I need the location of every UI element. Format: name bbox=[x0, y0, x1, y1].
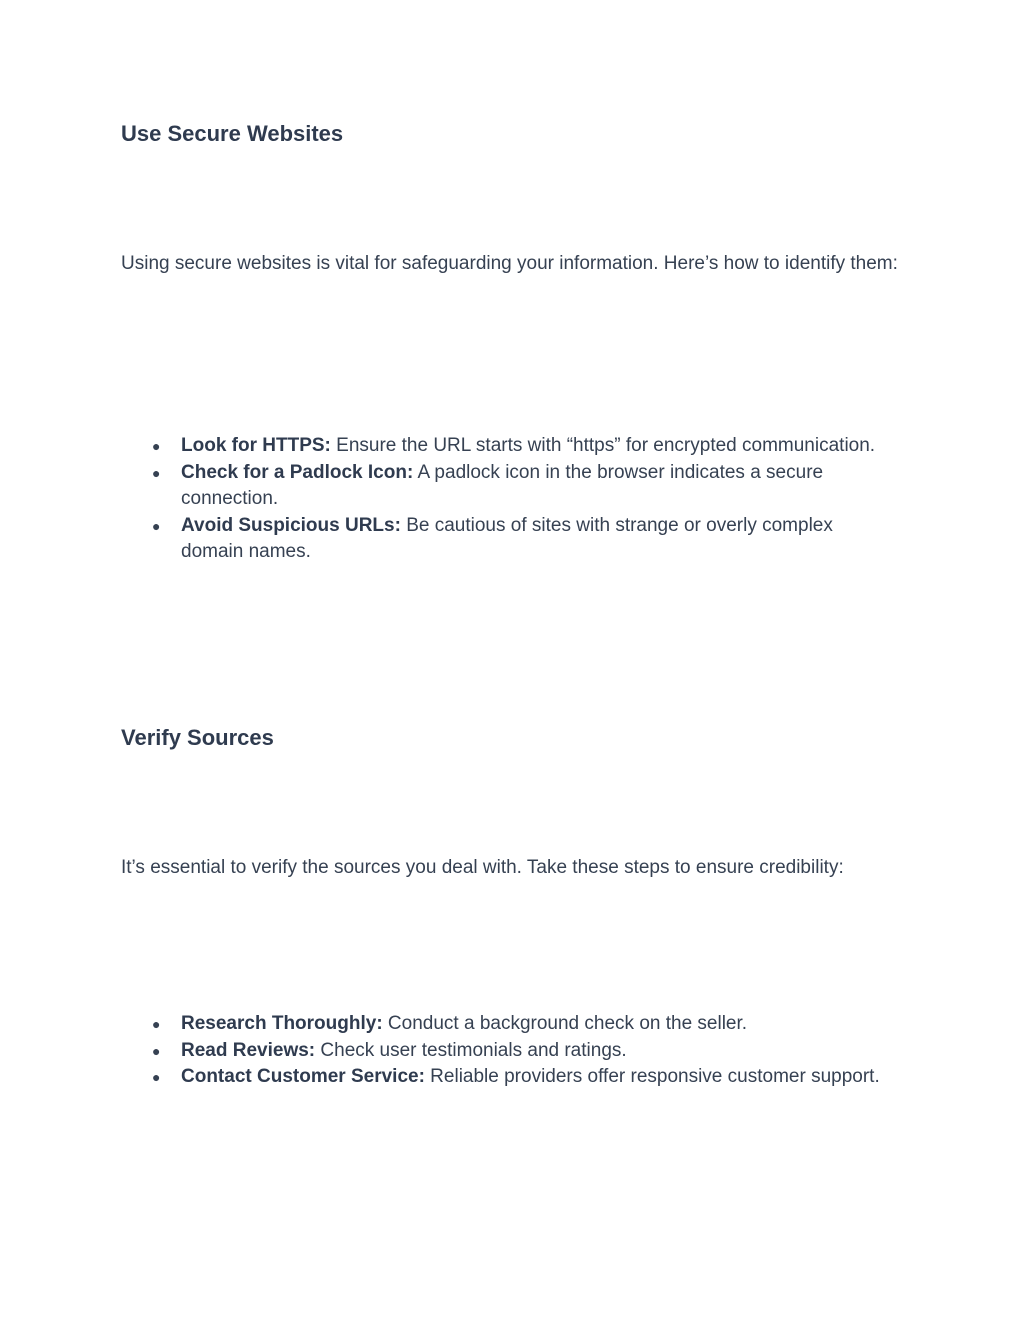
section-heading: Verify Sources bbox=[121, 725, 274, 750]
item-text: Reliable providers offer responsive customer support. bbox=[424, 1066, 880, 1087]
section-heading: Use Secure Websites bbox=[121, 121, 344, 146]
list-item bbox=[0, 513, 881, 566]
bullet-list bbox=[0, 433, 900, 566]
item-label: Check for a Padlock Icon: bbox=[181, 461, 414, 483]
list-item bbox=[0, 460, 881, 513]
item-text: Ensure the URL starts with “https” for encrypted communication. bbox=[330, 435, 876, 456]
section-intro: It’s essential to verify the sources you deal with. Take these steps to ensure credibility: bbox=[121, 857, 844, 878]
item-text: A padlock icon in the browser indicates a secure connection. bbox=[181, 461, 824, 509]
list-item bbox=[0, 433, 881, 460]
list-item bbox=[0, 1064, 881, 1091]
bullet-icon: ● bbox=[152, 517, 161, 534]
item-label: Look for HTTPS: bbox=[181, 435, 331, 456]
bullet-icon: ● bbox=[152, 438, 161, 454]
item-label: Contact Customer Service: bbox=[181, 1066, 425, 1087]
bullet-icon: ● bbox=[152, 1042, 161, 1059]
bullet-list bbox=[0, 1011, 900, 1091]
list-item bbox=[0, 1038, 881, 1065]
item-label: Research Thoroughly: bbox=[181, 1013, 383, 1034]
bullet-icon: ● bbox=[152, 464, 161, 481]
item-label: Avoid Suspicious URLs: bbox=[181, 514, 401, 536]
item-label: Read Reviews: bbox=[181, 1039, 316, 1061]
item-text: Check user testimonials and ratings. bbox=[315, 1039, 627, 1061]
section-intro: Using secure websites is vital for safeguarding your information. Here’s how to identify them: bbox=[121, 253, 898, 274]
bullet-icon: ● bbox=[152, 1016, 161, 1032]
item-text: Be cautious of sites with strange or overly complex domain names. bbox=[181, 514, 833, 562]
item-text: Conduct a background check on the seller. bbox=[382, 1013, 748, 1034]
bullet-icon: ● bbox=[152, 1069, 161, 1085]
list-item bbox=[0, 1011, 881, 1038]
